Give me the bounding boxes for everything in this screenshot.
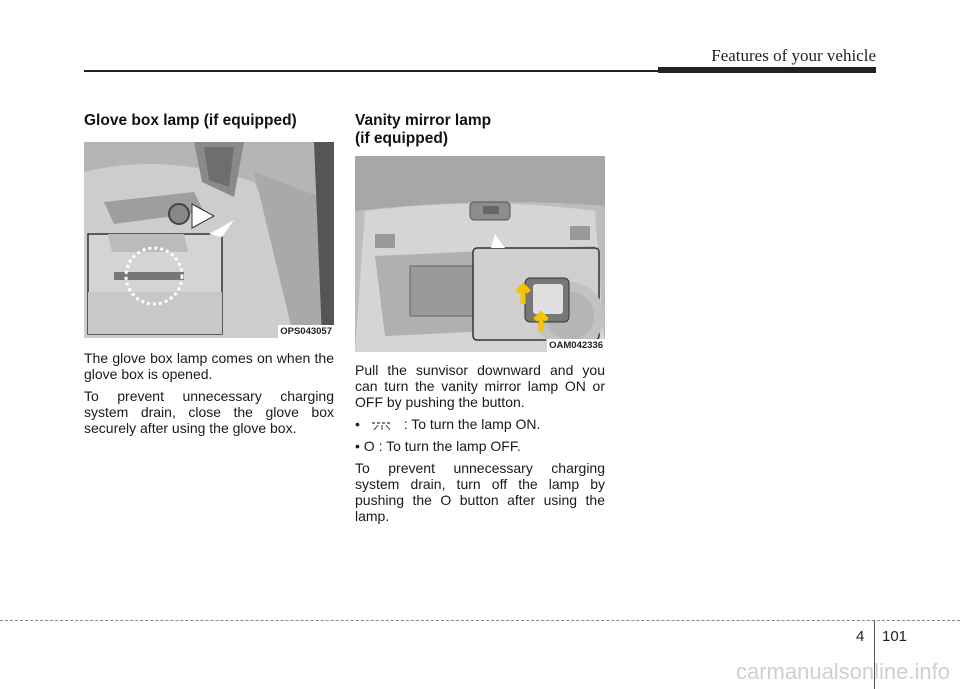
bullet-dot: • [355, 416, 360, 432]
glove-box-paragraph-2: To prevent unnecessary charging system drain, close the glove box securely after using the glove box. [84, 388, 334, 436]
vanity-mirror-heading-line1: Vanity mirror lamp [355, 112, 492, 129]
vanity-mirror-section [355, 112, 605, 524]
bullet-lamp-off [355, 438, 605, 454]
watermark: carmanualsonline.info [735, 659, 950, 684]
page-header-title: Features of your vehicle [711, 46, 876, 65]
vanity-mirror-closing: To prevent unnecessary charging system drain, turn off the lamp by pushing the O button after using the lamp. [355, 460, 605, 524]
glove-box-paragraph-1: The glove box lamp comes on when the glove box is opened. [84, 350, 334, 382]
glove-box-drawing [84, 142, 334, 338]
footer-section-number: 4 [856, 628, 865, 645]
bullet-lamp-on [355, 416, 605, 432]
dome-lamp-on-icon [368, 419, 396, 431]
header-rule [84, 70, 658, 72]
glove-box-illustration [84, 142, 334, 338]
vanity-mirror-intro: Pull the sunvisor downward and you can turn the vanity mirror lamp ON or OFF by pushing the button. [355, 362, 605, 410]
glove-box-heading: Glove box lamp (if equipped) [84, 112, 297, 129]
vanity-mirror-drawing [355, 156, 605, 352]
header-rule-accent [658, 67, 876, 73]
footer-page-number: 101 [882, 628, 908, 645]
footer-rule [0, 620, 960, 621]
bullet-lamp-on-text: : To turn the lamp ON. [403, 416, 541, 432]
glove-box-figure-code: OPS043057 [280, 326, 332, 337]
bullet-dot: • [355, 438, 360, 454]
vanity-mirror-heading-line2: (if equipped) [355, 130, 448, 147]
bullet-lamp-off-text: O : To turn the lamp OFF. [363, 438, 521, 454]
glove-box-section [84, 112, 334, 436]
vanity-mirror-figure-code: OAM042336 [549, 340, 603, 351]
vanity-mirror-illustration [355, 156, 605, 352]
